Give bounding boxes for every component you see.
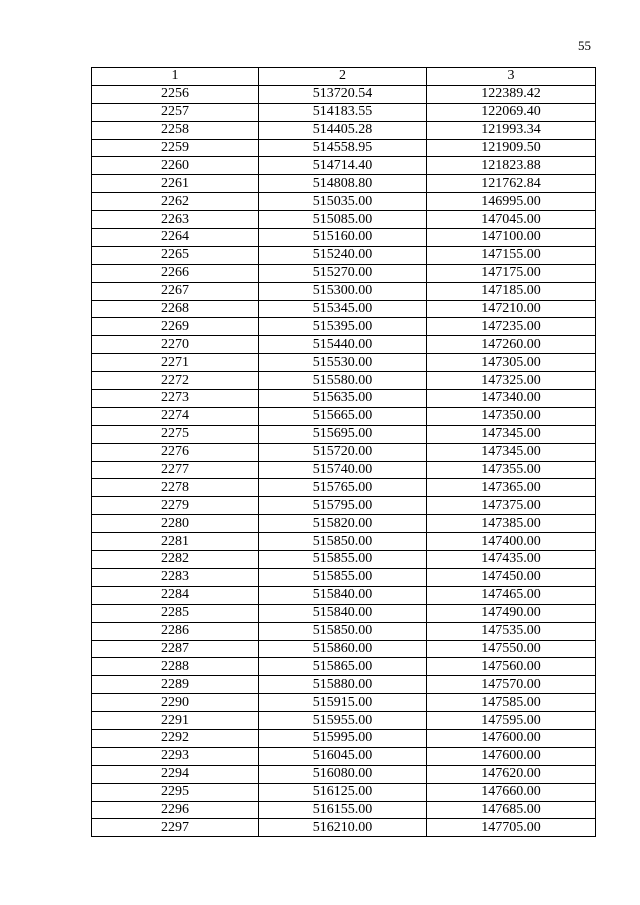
- table-row: [92, 300, 596, 318]
- table-row: [92, 515, 596, 533]
- table-cell-col-1: 2292: [92, 729, 259, 747]
- table-cell-col-2: 513720.54: [259, 85, 427, 103]
- table-cell-col-1: 2289: [92, 676, 259, 694]
- table-cell-col-1: 2273: [92, 390, 259, 408]
- table-cell-col-2: 515160.00: [259, 229, 427, 247]
- table-cell-col-3: 121909.50: [427, 139, 596, 157]
- table-cell-col-1: 2256: [92, 85, 259, 103]
- table-row: [92, 819, 596, 837]
- table-row: [92, 175, 596, 193]
- table-cell-col-2: 515840.00: [259, 586, 427, 604]
- table-cell-col-2: 515665.00: [259, 407, 427, 425]
- table-cell-col-1: 2284: [92, 586, 259, 604]
- table-cell-col-3: 147600.00: [427, 729, 596, 747]
- page-number: 55: [578, 38, 591, 53]
- table-cell-col-3: 147345.00: [427, 425, 596, 443]
- table-row: [92, 425, 596, 443]
- table-cell-col-1: 2271: [92, 354, 259, 372]
- table-cell-col-3: 147600.00: [427, 747, 596, 765]
- table-cell-col-3: 147350.00: [427, 407, 596, 425]
- table-cell-col-3: 147400.00: [427, 533, 596, 551]
- table-row: [92, 193, 596, 211]
- table-cell-col-3: 121823.88: [427, 157, 596, 175]
- table-cell-col-3: 147365.00: [427, 479, 596, 497]
- table-cell-col-1: 2269: [92, 318, 259, 336]
- table-cell-col-1: 2278: [92, 479, 259, 497]
- coordinates-table: [91, 67, 596, 837]
- table-row: [92, 676, 596, 694]
- table-cell-col-3: 147210.00: [427, 300, 596, 318]
- table-cell-col-1: 2291: [92, 712, 259, 730]
- table-cell-col-1: 2282: [92, 551, 259, 569]
- header-row: [92, 68, 596, 86]
- table-row: [92, 694, 596, 712]
- table-cell-col-3: 147660.00: [427, 783, 596, 801]
- table-cell-col-2: 514714.40: [259, 157, 427, 175]
- table-cell-col-3: 147435.00: [427, 551, 596, 569]
- table-row: [92, 390, 596, 408]
- table-cell-col-1: 2288: [92, 658, 259, 676]
- table-cell-col-1: 2257: [92, 103, 259, 121]
- table-cell-col-2: 515270.00: [259, 264, 427, 282]
- table-row: [92, 568, 596, 586]
- table-cell-col-1: 2266: [92, 264, 259, 282]
- table-cell-col-3: 147490.00: [427, 604, 596, 622]
- table-cell-col-2: 515995.00: [259, 729, 427, 747]
- table-cell-col-2: 515035.00: [259, 193, 427, 211]
- table-cell-col-2: 515855.00: [259, 568, 427, 586]
- column-header-3: 3: [427, 68, 596, 86]
- table-cell-col-3: 147595.00: [427, 712, 596, 730]
- table-row: [92, 712, 596, 730]
- table-cell-col-3: 147585.00: [427, 694, 596, 712]
- column-header-2: 2: [259, 68, 427, 86]
- table-row: [92, 461, 596, 479]
- table-row: [92, 747, 596, 765]
- table-cell-col-2: 515695.00: [259, 425, 427, 443]
- table-cell-col-1: 2259: [92, 139, 259, 157]
- table-cell-col-2: 515820.00: [259, 515, 427, 533]
- table-cell-col-2: 515850.00: [259, 533, 427, 551]
- table-cell-col-2: 515840.00: [259, 604, 427, 622]
- table-cell-col-2: 515765.00: [259, 479, 427, 497]
- table-row: [92, 551, 596, 569]
- table-cell-col-2: 515740.00: [259, 461, 427, 479]
- table-cell-col-2: 515720.00: [259, 443, 427, 461]
- table-cell-col-3: 122389.42: [427, 85, 596, 103]
- table-cell-col-3: 147620.00: [427, 765, 596, 783]
- table-cell-col-1: 2283: [92, 568, 259, 586]
- table-cell-col-3: 147375.00: [427, 497, 596, 515]
- table-row: [92, 229, 596, 247]
- table-cell-col-1: 2293: [92, 747, 259, 765]
- table-cell-col-2: 514558.95: [259, 139, 427, 157]
- table-row: [92, 354, 596, 372]
- table-cell-col-2: 515795.00: [259, 497, 427, 515]
- table-cell-col-2: 516125.00: [259, 783, 427, 801]
- table-row: [92, 533, 596, 551]
- table-body: [92, 85, 596, 836]
- table-cell-col-2: 515085.00: [259, 211, 427, 229]
- table-cell-col-2: 515865.00: [259, 658, 427, 676]
- table-row: [92, 264, 596, 282]
- table-cell-col-2: 515955.00: [259, 712, 427, 730]
- table-cell-col-3: 147570.00: [427, 676, 596, 694]
- table-row: [92, 765, 596, 783]
- table-row: [92, 139, 596, 157]
- table-cell-col-3: 147705.00: [427, 819, 596, 837]
- table-row: [92, 103, 596, 121]
- table-cell-col-2: 515395.00: [259, 318, 427, 336]
- table-row: [92, 729, 596, 747]
- table-row: [92, 372, 596, 390]
- table-cell-col-1: 2285: [92, 604, 259, 622]
- table-cell-col-3: 147550.00: [427, 640, 596, 658]
- table-cell-col-1: 2287: [92, 640, 259, 658]
- table-row: [92, 443, 596, 461]
- table-row: [92, 640, 596, 658]
- table-cell-col-3: 147045.00: [427, 211, 596, 229]
- table-cell-col-1: 2286: [92, 622, 259, 640]
- table-cell-col-1: 2261: [92, 175, 259, 193]
- table-cell-col-1: 2267: [92, 282, 259, 300]
- table-cell-col-2: 516080.00: [259, 765, 427, 783]
- table-cell-col-2: 515440.00: [259, 336, 427, 354]
- table-cell-col-1: 2277: [92, 461, 259, 479]
- table-row: [92, 586, 596, 604]
- table-cell-col-2: 515860.00: [259, 640, 427, 658]
- table-cell-col-3: 146995.00: [427, 193, 596, 211]
- table-header: [92, 68, 596, 86]
- table-row: [92, 783, 596, 801]
- table-row: [92, 497, 596, 515]
- table-cell-col-2: 515300.00: [259, 282, 427, 300]
- table-cell-col-1: 2270: [92, 336, 259, 354]
- table-cell-col-2: 515580.00: [259, 372, 427, 390]
- table-cell-col-1: 2296: [92, 801, 259, 819]
- table-cell-col-1: 2258: [92, 121, 259, 139]
- table-row: [92, 157, 596, 175]
- table-cell-col-1: 2279: [92, 497, 259, 515]
- table-cell-col-2: 516155.00: [259, 801, 427, 819]
- table-row: [92, 121, 596, 139]
- table-cell-col-2: 515240.00: [259, 246, 427, 264]
- table-cell-col-2: 515850.00: [259, 622, 427, 640]
- table-row: [92, 282, 596, 300]
- table-row: [92, 407, 596, 425]
- table-cell-col-3: 147305.00: [427, 354, 596, 372]
- table-cell-col-1: 2280: [92, 515, 259, 533]
- table-cell-col-1: 2295: [92, 783, 259, 801]
- table-cell-col-2: 515915.00: [259, 694, 427, 712]
- table-cell-col-3: 147685.00: [427, 801, 596, 819]
- table-cell-col-1: 2275: [92, 425, 259, 443]
- table-row: [92, 479, 596, 497]
- table-cell-col-1: 2276: [92, 443, 259, 461]
- table-cell-col-1: 2262: [92, 193, 259, 211]
- table-cell-col-1: 2281: [92, 533, 259, 551]
- table-cell-col-2: 515530.00: [259, 354, 427, 372]
- table-row: [92, 85, 596, 103]
- table-cell-col-2: 514405.28: [259, 121, 427, 139]
- table-row: [92, 658, 596, 676]
- table-row: [92, 622, 596, 640]
- table-cell-col-2: 514808.80: [259, 175, 427, 193]
- table-cell-col-3: 147340.00: [427, 390, 596, 408]
- table-cell-col-3: 147465.00: [427, 586, 596, 604]
- table-cell-col-3: 121762.84: [427, 175, 596, 193]
- table-cell-col-3: 147185.00: [427, 282, 596, 300]
- table-cell-col-1: 2274: [92, 407, 259, 425]
- column-header-1: 1: [92, 68, 259, 86]
- table-cell-col-2: 514183.55: [259, 103, 427, 121]
- table-cell-col-1: 2297: [92, 819, 259, 837]
- table-cell-col-1: 2294: [92, 765, 259, 783]
- table-cell-col-1: 2290: [92, 694, 259, 712]
- table-cell-col-2: 515345.00: [259, 300, 427, 318]
- table-row: [92, 211, 596, 229]
- table-cell-col-3: 147100.00: [427, 229, 596, 247]
- table-cell-col-1: 2265: [92, 246, 259, 264]
- table-cell-col-3: 147450.00: [427, 568, 596, 586]
- table-cell-col-3: 147385.00: [427, 515, 596, 533]
- table-cell-col-3: 147260.00: [427, 336, 596, 354]
- table-cell-col-3: 147345.00: [427, 443, 596, 461]
- table-row: [92, 318, 596, 336]
- table-row: [92, 246, 596, 264]
- table-cell-col-2: 515880.00: [259, 676, 427, 694]
- table-cell-col-3: 147155.00: [427, 246, 596, 264]
- table-cell-col-3: 147325.00: [427, 372, 596, 390]
- table-cell-col-3: 122069.40: [427, 103, 596, 121]
- table-cell-col-3: 147560.00: [427, 658, 596, 676]
- table-cell-col-1: 2264: [92, 229, 259, 247]
- table-cell-col-3: 147535.00: [427, 622, 596, 640]
- table-cell-col-1: 2263: [92, 211, 259, 229]
- table-cell-col-1: 2268: [92, 300, 259, 318]
- table-cell-col-3: 147235.00: [427, 318, 596, 336]
- table-cell-col-3: 147355.00: [427, 461, 596, 479]
- table-cell-col-3: 121993.34: [427, 121, 596, 139]
- table-row: [92, 336, 596, 354]
- table-cell-col-2: 516210.00: [259, 819, 427, 837]
- table-cell-col-3: 147175.00: [427, 264, 596, 282]
- table-cell-col-1: 2260: [92, 157, 259, 175]
- table-row: [92, 604, 596, 622]
- table-cell-col-2: 515635.00: [259, 390, 427, 408]
- table-cell-col-1: 2272: [92, 372, 259, 390]
- table-row: [92, 801, 596, 819]
- table-cell-col-2: 516045.00: [259, 747, 427, 765]
- table-cell-col-2: 515855.00: [259, 551, 427, 569]
